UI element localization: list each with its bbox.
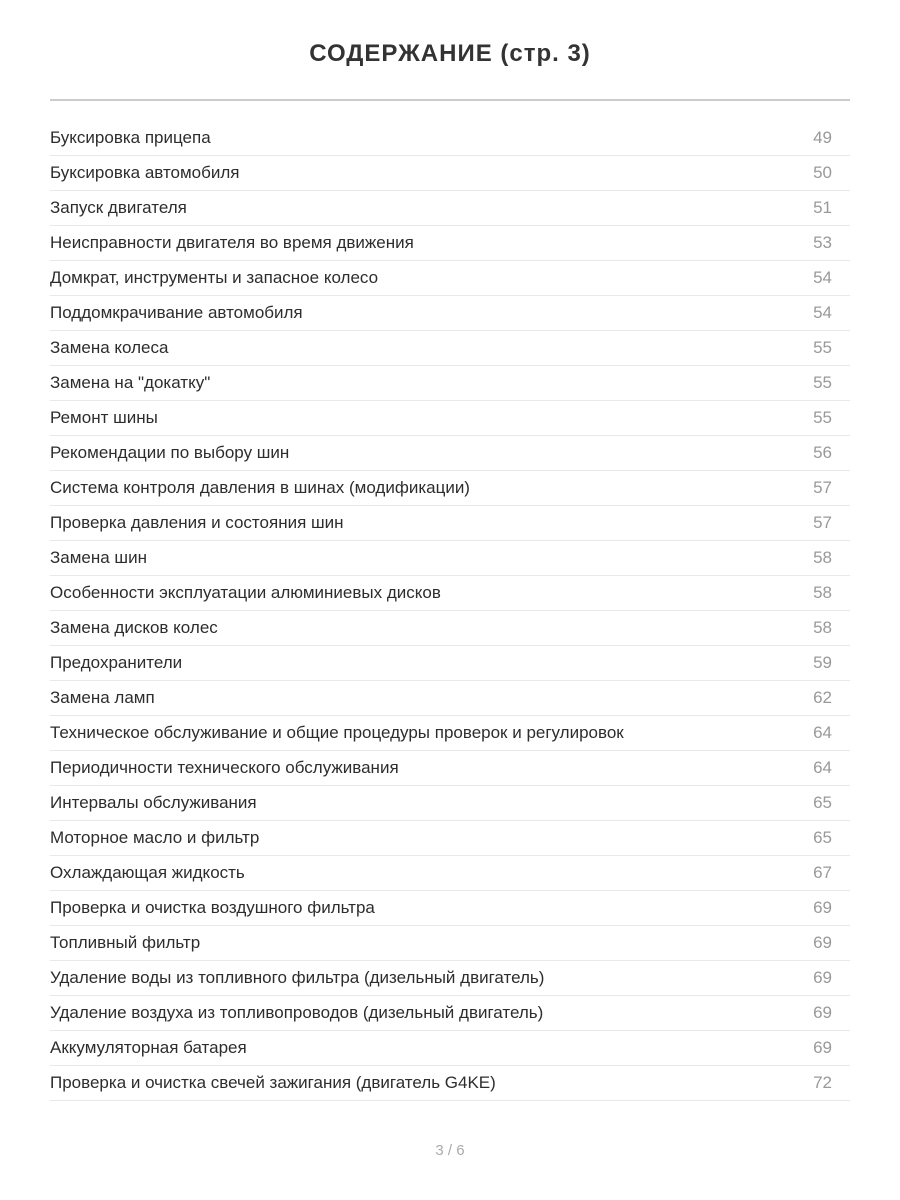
toc-entry-page: 51 <box>813 197 832 217</box>
toc-row <box>50 331 850 366</box>
toc-entry-label: Охлаждающая жидкость <box>50 862 245 882</box>
toc-entry-label: Предохранители <box>50 652 183 672</box>
toc-entry-page: 67 <box>813 862 832 882</box>
toc-row <box>50 716 850 751</box>
toc-row <box>50 401 850 436</box>
toc-row <box>50 471 850 506</box>
toc-row <box>50 1066 850 1101</box>
toc-row <box>50 961 850 996</box>
toc-row <box>50 611 850 646</box>
toc-entry-page: 54 <box>813 302 832 322</box>
toc-row <box>50 751 850 786</box>
toc-list <box>50 121 850 1101</box>
toc-entry-page: 56 <box>813 442 832 462</box>
toc-row <box>50 891 850 926</box>
toc-row <box>50 191 850 226</box>
page-indicator: 3 / 6 <box>435 1142 465 1159</box>
toc-entry-label: Неисправности двигателя во время движения <box>50 232 414 252</box>
toc-entry-label: Периодичности технического обслуживания <box>50 757 399 777</box>
toc-entry-page: 58 <box>813 617 832 637</box>
toc-row <box>50 541 850 576</box>
toc-entry-page: 59 <box>813 652 832 672</box>
toc-entry-page: 57 <box>813 477 832 497</box>
toc-entry-label: Ремонт шины <box>50 407 158 427</box>
toc-entry-label: Проверка и очистка свечей зажигания (двигатель G4KE) <box>50 1072 496 1092</box>
toc-row <box>50 506 850 541</box>
toc-row <box>50 786 850 821</box>
toc-row <box>50 576 850 611</box>
toc-entry-page: 54 <box>813 267 832 287</box>
toc-entry-page: 55 <box>813 407 832 427</box>
toc-row <box>50 646 850 681</box>
toc-entry-label: Рекомендации по выбору шин <box>50 442 290 462</box>
toc-row <box>50 821 850 856</box>
toc-entry-label: Техническое обслуживание и общие процедуры проверок и регулировок <box>50 722 624 742</box>
toc-entry-page: 65 <box>813 827 832 847</box>
toc-row <box>50 121 850 156</box>
toc-entry-page: 69 <box>813 1002 832 1022</box>
toc-row <box>50 436 850 471</box>
toc-row <box>50 226 850 261</box>
toc-row <box>50 856 850 891</box>
toc-entry-label: Замена колеса <box>50 337 169 357</box>
toc-row <box>50 1031 850 1066</box>
page-title: СОДЕРЖАНИЕ (стр. 3) <box>309 40 591 67</box>
toc-row <box>50 926 850 961</box>
toc-entry-label: Домкрат, инструменты и запасное колесо <box>50 267 379 287</box>
toc-entry-page: 58 <box>813 547 832 567</box>
toc-row <box>50 681 850 716</box>
toc-entry-label: Поддомкрачивание автомобиля <box>50 302 303 322</box>
toc-entry-page: 69 <box>813 932 832 952</box>
toc-entry-label: Запуск двигателя <box>50 197 187 217</box>
toc-entry-page: 64 <box>813 757 832 777</box>
toc-row <box>50 156 850 191</box>
toc-row <box>50 366 850 401</box>
toc-entry-label: Замена ламп <box>50 687 155 707</box>
toc-entry-label: Особенности эксплуатации алюминиевых дисков <box>50 582 441 602</box>
toc-entry-label: Удаление воздуха из топливопроводов (дизельный двигатель) <box>50 1002 544 1022</box>
toc-entry-label: Моторное масло и фильтр <box>50 827 260 847</box>
toc-entry-label: Аккумуляторная батарея <box>50 1037 247 1057</box>
toc-entry-label: Буксировка автомобиля <box>50 162 240 182</box>
toc-entry-label: Замена на "докатку" <box>50 372 211 392</box>
toc-entry-label: Проверка давления и состояния шин <box>50 512 344 532</box>
toc-entry-page: 72 <box>813 1072 832 1092</box>
toc-entry-page: 55 <box>813 337 832 357</box>
toc-entry-page: 69 <box>813 1037 832 1057</box>
toc-row <box>50 996 850 1031</box>
toc-entry-page: 50 <box>813 162 832 182</box>
toc-entry-label: Топливный фильтр <box>50 932 201 952</box>
toc-entry-page: 49 <box>813 127 832 147</box>
toc-entry-label: Проверка и очистка воздушного фильтра <box>50 897 375 917</box>
toc-entry-label: Удаление воды из топливного фильтра (дизельный двигатель) <box>50 967 545 987</box>
toc-row <box>50 296 850 331</box>
title-divider <box>50 99 850 101</box>
toc-entry-page: 65 <box>813 792 832 812</box>
toc-entry-page: 57 <box>813 512 832 532</box>
toc-entry-page: 69 <box>813 897 832 917</box>
toc-row <box>50 261 850 296</box>
toc-entry-page: 53 <box>813 232 832 252</box>
toc-entry-label: Интервалы обслуживания <box>50 792 257 812</box>
toc-entry-page: 55 <box>813 372 832 392</box>
toc-entry-label: Замена дисков колес <box>50 617 218 637</box>
toc-entry-label: Буксировка прицепа <box>50 127 211 147</box>
toc-entry-page: 62 <box>813 687 832 707</box>
toc-entry-label: Система контроля давления в шинах (модификации) <box>50 477 470 497</box>
toc-entry-page: 69 <box>813 967 832 987</box>
toc-entry-page: 64 <box>813 722 832 742</box>
toc-entry-page: 58 <box>813 582 832 602</box>
toc-entry-label: Замена шин <box>50 547 147 567</box>
